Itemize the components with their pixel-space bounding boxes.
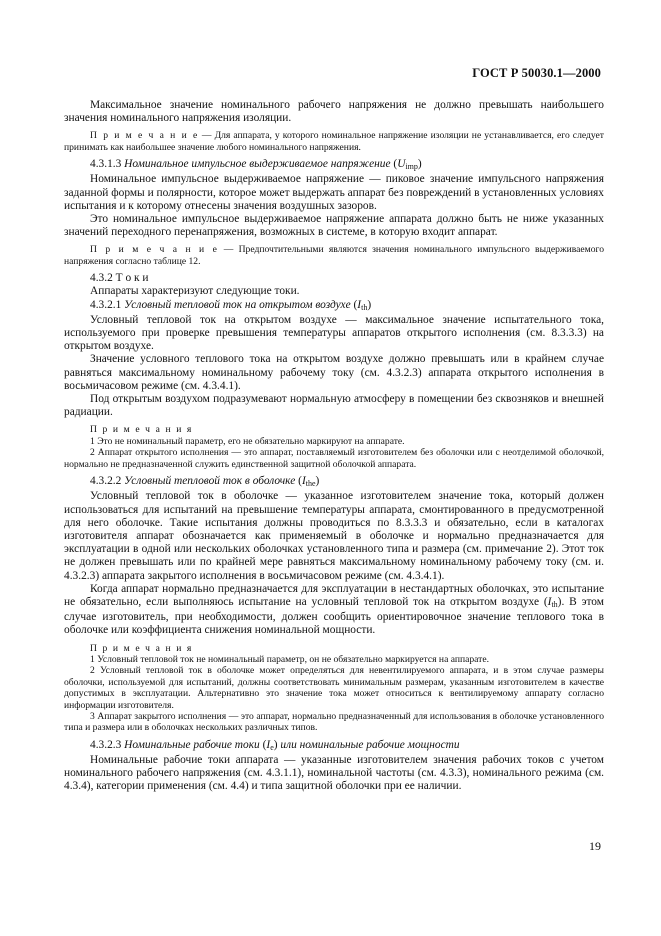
paragraph	[64, 583, 604, 638]
section-heading-4-3-1-3: 4.3.1.3 Номинальное импульсное выдерживаемое напряжение $(U_{imp})$	[90, 158, 422, 172]
symbol-subscript: the	[305, 479, 316, 489]
notes-label	[64, 424, 604, 435]
section-title: Т о к и	[115, 272, 149, 285]
symbol: I	[357, 298, 362, 311]
document-body	[64, 99, 604, 794]
note	[64, 244, 604, 267]
note-item: 1 Условный тепловой ток не номинальный параметр, он не обязательно маркируется на аппарате.	[90, 653, 490, 665]
note-item: 2 Условный тепловой ток в оболочке может определяться для невентилируемого аппарата, и в этом случае размеры оболочки, используемой для испытаний, должны соответствовать минимальным размерам, указанным изготовителем в качестве допустимых в эксплуатации. Альтернативно это значение тока может относиться к вентилируемому аппарату согласно информации изготовителя.	[64, 665, 604, 711]
symbol: I	[547, 595, 552, 608]
note-item: 3 Аппарат закрытого исполнения — это аппарат, нормально предназначенный для использования в оболочке установленного типа и размера или в оболочках нескольких различных типов.	[64, 710, 604, 734]
section-title: Условный тепловой ток в оболочке	[124, 475, 296, 488]
symbol: U	[397, 158, 406, 171]
section-title-tail: или номинальные рабочие мощности	[280, 738, 460, 751]
paragraph: Номинальные рабочие токи аппарата — указанные изготовителем значения рабочих токов с учетом номинального рабочего напряжения (см. 4.3.1.1), номинальной частоты (см. 4.3.3), номинального режима (см. 4.3.4), категории применения (см. 4.4) и типа защитной оболочки при ее наличии.	[64, 754, 604, 793]
note-text: — Предпочтительными являются значения номинального импульсного выдерживаемого напряжения согласно таблице 12.	[64, 244, 605, 267]
note-label: П р и м е ч а н и я	[90, 642, 193, 654]
symbol: I	[301, 475, 306, 488]
paragraph: Условный тепловой ток на открытом воздухе — максимальное значение испытательного тока, используемого при проверке превышения температуры аппаратов открытого исполнения (см. 8.3.3.3) на открытом воздухе.	[64, 313, 604, 353]
paragraph: Под открытым воздухом подразумевают нормальную атмосферу в помещении без сквозняков и внешней радиации.	[64, 393, 604, 419]
note-label: П р и м е ч а н и е	[90, 130, 199, 142]
section-number: 4.3.2.2	[90, 475, 125, 488]
paragraph-text: ). В этом случае изготовитель, при необходимости, должен сообщить ориентировочное значение теплового тока в оболочке или коэффициента снижения номинальной мощности.	[64, 595, 604, 637]
note-item: 1 Это не номинальный параметр, его не обязательно маркируют на аппарате.	[90, 435, 405, 447]
section-heading-4-3-2-2: 4.3.2.2 Условный тепловой ток в оболочке $(I_{the})$	[90, 475, 320, 489]
section-number: 4.3.1.3	[90, 158, 125, 171]
note-label: П р и м е ч а н и я	[90, 424, 193, 436]
note-item: 2 Аппарат открытого исполнения — это аппарат, поставляемый изготовителем без оболочки или с неотделимой оболочкой, нормально не предназначенной служить единственной защитной оболочкой аппарата.	[64, 447, 604, 470]
section-heading-4-3-2-3: 4.3.2.3 Номинальные рабочие токи $(I_e)$ или номинальные рабочие мощности	[90, 738, 460, 752]
page-number: 19	[589, 839, 601, 853]
paragraph: Аппараты характеризуют следующие токи.	[90, 285, 300, 298]
paragraph: Значение условного теплового тока на открытом воздухе должно превышать или в крайнем случае равняться максимальному номинальному рабочему току (см. 4.3.2.3) аппарата открытого исполнения в восьмичасовом режиме (см. 4.3.4.1).	[64, 353, 604, 392]
symbol-subscript: imp	[405, 162, 418, 172]
section-title: Номинальные рабочие токи	[124, 738, 260, 751]
section-heading-4-3-2-1: 4.3.2.1 Условный тепловой ток на открытом воздухе $(I_{th})$	[90, 298, 372, 312]
paragraph: Номинальное импульсное выдерживаемое напряжение — пиковое значение импульсного напряжения заданной формы и полярности, которое может выдержать аппарат без повреждений в установленных условиях испытания и к которому отнесены значения воздушных зазоров.	[64, 173, 604, 212]
section-heading-4-3-2	[64, 272, 604, 285]
note-label: П р и м е ч а н и е	[90, 244, 219, 256]
notes-label	[64, 643, 604, 654]
note	[64, 130, 604, 153]
section-title: Условный тепловой ток на открытом воздухе	[124, 298, 351, 311]
section-number: 4.3.2.3	[90, 738, 125, 751]
note-text: — Для аппарата, у которого номинальное напряжение изоляции не устанавливается, его следует принимать как наибольшее значение любого номинального напряжения.	[64, 130, 604, 153]
section-number: 4.3.2.1	[90, 298, 125, 311]
paragraph: Максимальное значение номинального рабочего напряжения не должно превышать наибольшего значения номинального напряжения изоляции.	[64, 99, 604, 125]
section-title: Номинальное импульсное выдерживаемое напряжение	[124, 158, 391, 171]
standard-header: ГОСТ Р 50030.1—2000	[472, 66, 601, 80]
symbol-subscript: e	[270, 742, 274, 752]
symbol-subscript: th	[361, 302, 368, 312]
paragraph: Это номинальное импульсное выдерживаемое напряжение аппарата должно быть не ниже указанных значений переходного перенапряжения, возможных в системе, в которую входит аппарат.	[64, 213, 604, 239]
paragraph: Условный тепловой ток в оболочке — указанное изготовителем значение тока, который должен использоваться для испытаний на превышение температуры аппарата, смонтированного в предусмотренной для него оболочке. Такие испытания должны проводиться по 8.3.3.3 и обязательно, если в каталогах изготовителя аппарат обозначается как применяемый в оболочке и нормально предназначается для эксплуатации в одной или нескольких оболочках установленного типа и размера (см. примечание 2). Этот ток не должен превышать или по крайней мере равняться максимальному номинальному рабочему току (см. и. 4.3.2.3) аппарата закрытого исполнения в восьмичасовом режиме (см. 4.3.4.1).	[64, 490, 604, 582]
symbol: I	[266, 738, 271, 751]
symbol-subscript: th	[551, 599, 558, 609]
paragraph-text: Когда аппарат нормально предназначается для эксплуатации в нестандартных оболочках, это испытание не обязательно, если выполняюсь испытание на условный тепловой ток на открытом воздухе (	[64, 582, 604, 608]
section-number: 4.3.2	[90, 272, 116, 285]
